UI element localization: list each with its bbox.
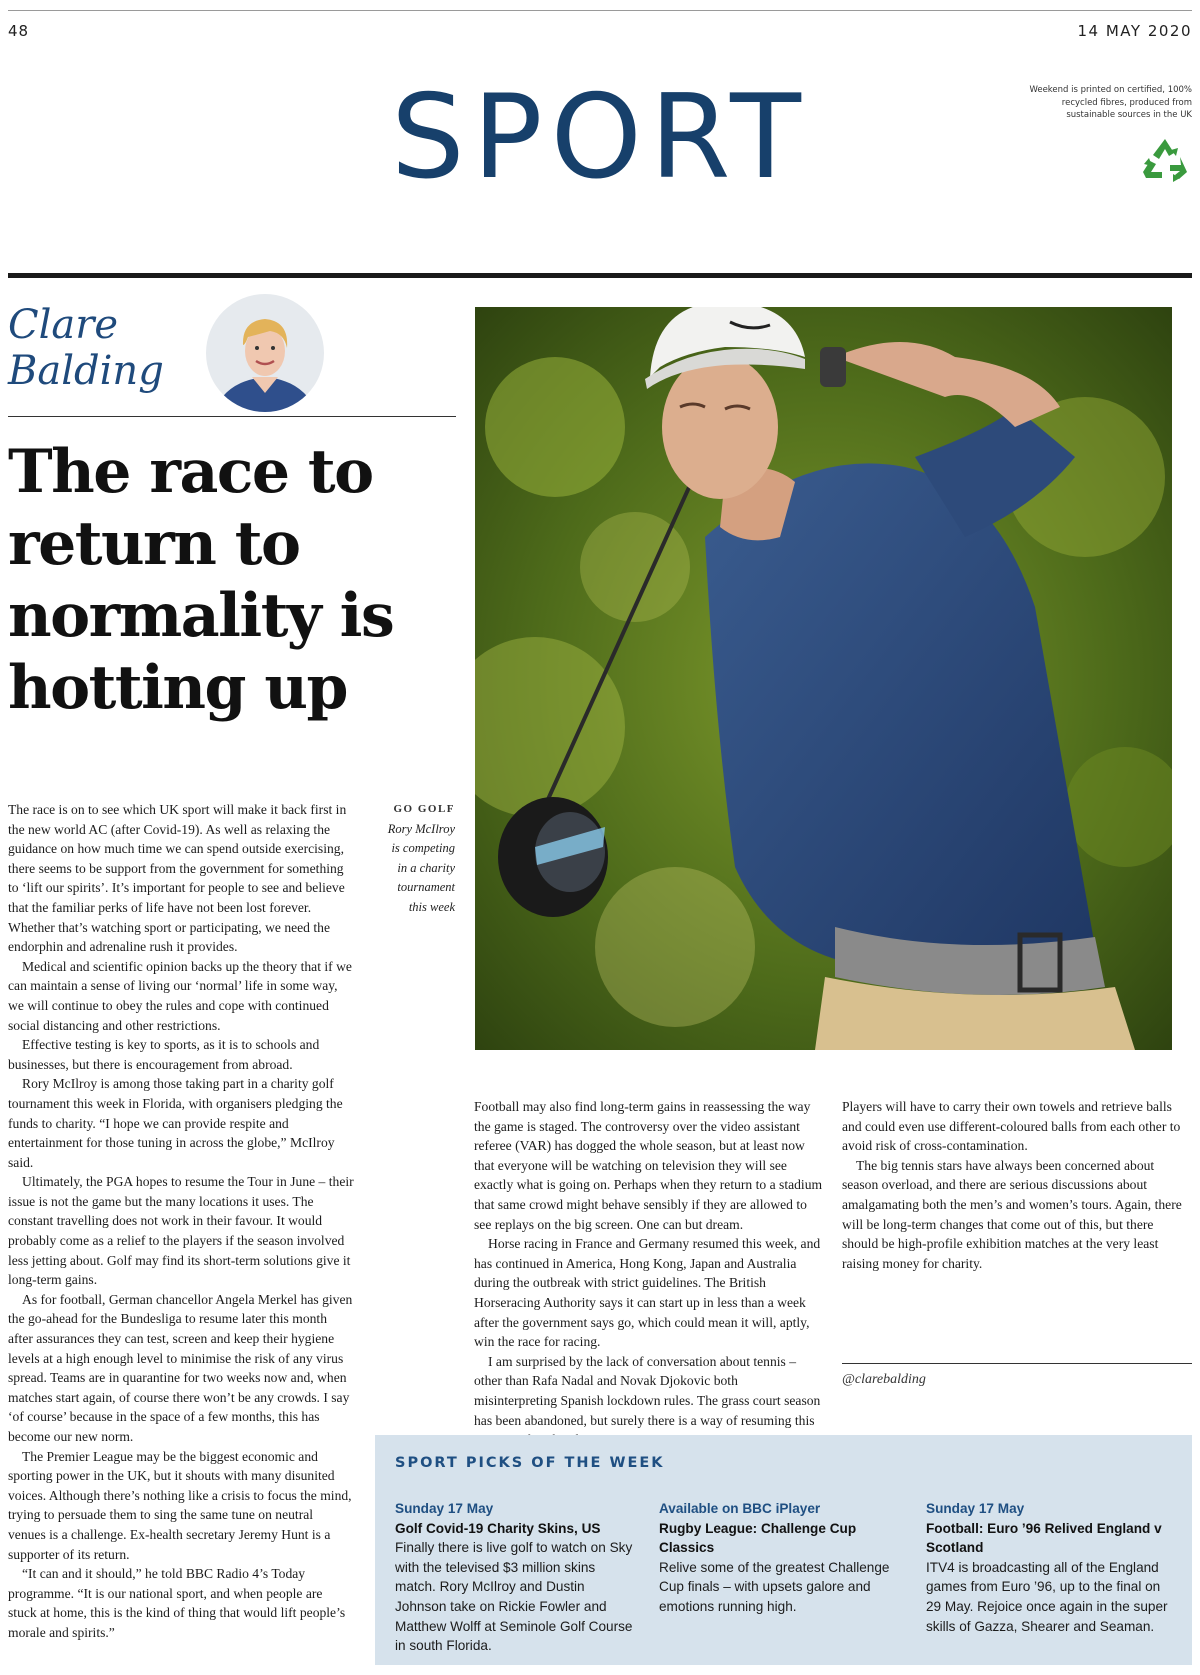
body-paragraph: The race is on to see which UK sport will make it back first in the new world AC (after Covid-19). As well as relaxing the guidance on how much time we can spend outside exercising, there seems to be support from the government for something to ‘lift our spirits’. It’s important for people to see and believe that the familiar perks of life have not been lost forever. Whether that’s watching sport or participating, we need the endorphin and adrenaline rush it provides. bbox=[8, 802, 347, 955]
pick-item bbox=[926, 1499, 1176, 1636]
picks-title: SPORT PICKS OF THE WEEK bbox=[395, 1455, 665, 1471]
body-paragraph: “It can and it should,” he told BBC Radio 4’s Today programme. “It is our national sport, and when people are stuck at home, this is the kind of thing that would lift people’s morale and spirits.” bbox=[8, 1566, 346, 1640]
caption-kicker: GO GOLF bbox=[393, 803, 455, 815]
sport-picks-box bbox=[375, 1435, 1192, 1665]
pick-description: Relive some of the greatest Challenge Cup finals – with upsets galore and emotions running high. bbox=[659, 1559, 890, 1614]
pick-when: Sunday 17 May bbox=[926, 1501, 1025, 1516]
body-paragraph: Medical and scientific opinion backs up the theory that if we can maintain a sense of living our ‘normal’ life in some way, we will continue to obey the rules and cope with continued social distancing and other restrictions. bbox=[8, 958, 352, 1033]
article-column-3 bbox=[842, 1097, 1192, 1273]
recycle-icon bbox=[1140, 136, 1190, 186]
article-column-1 bbox=[8, 800, 354, 1643]
body-paragraph: Ultimately, the PGA hopes to resume the Tour in June – their issue is not the game but the many locations it uses. The constant travelling does not work in their favour. It would probably come as a relief to the players if the season involved less jetting about. Golf may find its short-term solutions give it long-term gains. bbox=[8, 1174, 354, 1288]
caption-text: Rory McIlroy is competing in a charity tournament this week bbox=[387, 821, 455, 914]
article-headline: The race to return to normality is hotting up bbox=[8, 437, 394, 723]
golfer-photo bbox=[475, 307, 1172, 1050]
article-column-2 bbox=[474, 1097, 824, 1450]
pick-item bbox=[659, 1499, 909, 1617]
pick-description: Finally there is live golf to watch on Sky with the televised $3 million skins match. Rory McIlroy and Dustin Johnson take on Rickie Fowler and Matthew Wolff at Seminole Golf Course in south Florida. bbox=[395, 1540, 633, 1654]
columnist-byline bbox=[8, 302, 164, 394]
social-handle: @clarebalding bbox=[842, 1372, 926, 1387]
pick-item bbox=[395, 1499, 635, 1656]
handle-rule bbox=[842, 1363, 1192, 1364]
photo-caption bbox=[380, 800, 455, 917]
body-paragraph: As for football, German chancellor Angela Merkel has given the go-ahead for the Bundesliga to resume later this month after assurances they can test, screen and keep their hygiene levels at a high enough level to minimise the risk of any virus spread. Teams are in quarantine for two weeks now and, when matches start again, of course there won’t be any crowds. I say ‘of course’ because in the space of a few months, this has become our new norm. bbox=[8, 1291, 353, 1444]
pick-description: ITV4 is broadcasting all of the England games from Euro ’96, up to the final on 29 May. Rejoice once again in the super skills of Gazza, Shearer and Seaman. bbox=[926, 1559, 1168, 1634]
pick-name: Football: Euro ’96 Relived England v Scotland bbox=[926, 1520, 1162, 1556]
recycle-note: Weekend is printed on certified, 100% recycled fibres, produced from sustainable sources in the UK bbox=[1029, 85, 1192, 120]
pick-when: Sunday 17 May bbox=[395, 1501, 494, 1516]
byline-first-name: Clare bbox=[8, 302, 119, 348]
section-divider bbox=[8, 273, 1192, 278]
byline-last-name: Balding bbox=[8, 348, 164, 394]
section-masthead: SPORT bbox=[391, 70, 809, 205]
page-number: 48 bbox=[8, 22, 30, 40]
body-paragraph: The Premier League may be the biggest economic and sporting power in the UK, but it shouts with many disunited voices. Although there’s nothing like a crisis to focus the mind, trying to persuade them to sing the same tune on neutral venues is a challenge. Ex-health secretary Jeremy Hunt is a supporter of its return. bbox=[8, 1448, 352, 1562]
body-paragraph: Players will have to carry their own towels and retrieve balls and could even use different-coloured balls from each other to avoid risk of cross-contamination. bbox=[842, 1099, 1181, 1154]
body-paragraph: Football may also find long-term gains in reassessing the way the game is staged. The controversy over the video assistant referee (VAR) has dogged the whole season, but at least now that everyone will be watching on television they will see exactly what is going on. Perhaps when they return to a stadium that same crowd might behave sensibly if they are allowed to see replays on the big screen. One can but dream. bbox=[474, 1099, 823, 1232]
pick-when: Available on BBC iPlayer bbox=[659, 1501, 821, 1516]
body-paragraph: The big tennis stars have always been concerned about season overload, and there are serious discussions about amalgamating both the men’s and women’s tours. Again, there will be long-term changes that come out of this, but there should be high-profile exhibition matches at the very least raising money for charity. bbox=[842, 1157, 1182, 1271]
body-paragraph: Rory McIlroy is among those taking part in a charity golf tournament this week in Florida, with organisers pledging the funds to charity. “I hope we can provide respite and entertainment for those tuning in across the globe,” McIlroy said. bbox=[8, 1076, 343, 1170]
byline-rule bbox=[8, 416, 456, 417]
page-date: 14 MAY 2020 bbox=[1077, 22, 1192, 40]
pick-name: Rugby League: Challenge Cup Classics bbox=[659, 1520, 857, 1556]
top-rule bbox=[8, 10, 1192, 11]
body-paragraph: Effective testing is key to sports, as it is to schools and businesses, but there is encouragement from abroad. bbox=[8, 1037, 320, 1072]
columnist-avatar bbox=[190, 293, 340, 413]
body-paragraph: Horse racing in France and Germany resumed this week, and has continued in America, Hong Kong, Japan and Australia during the outbreak with strict guidelines. The British Horseracing Authority says it can start up in less than a week after the government says go, which could mean it will, aptly, win the race for racing. bbox=[474, 1236, 821, 1350]
body-paragraph: I am surprised by the lack of conversation about tennis – other than Rafa Nadal and Novak Djokovic both misinterpreting Spanish lockdown rules. The grass court season has been abandoned, but surely there is a way of resuming this bbox=[474, 1353, 821, 1428]
pick-name: Golf Covid-19 Charity Skins, US bbox=[395, 1520, 601, 1536]
